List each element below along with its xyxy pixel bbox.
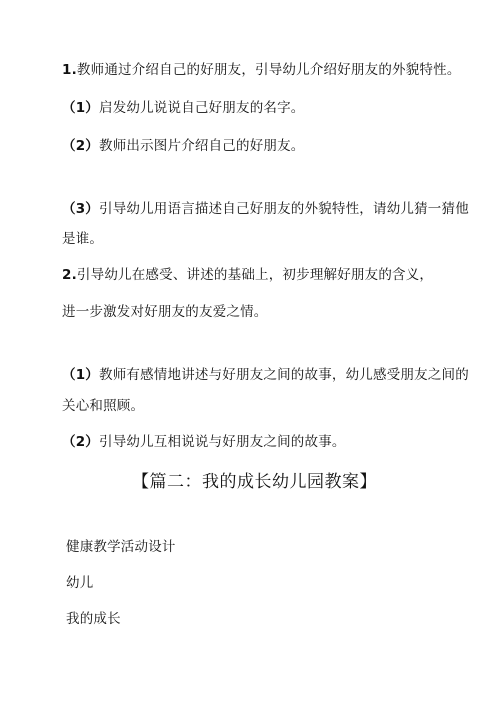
audience-line: 幼儿 [66, 575, 94, 591]
item-number: （1） [62, 367, 99, 383]
item-number: （2） [62, 434, 99, 450]
item-text: 引导幼儿互相说说与好朋友之间的故事。 [99, 434, 346, 450]
item-number: （3） [62, 201, 99, 217]
section2-item-2 [62, 433, 346, 451]
section2-heading-line2: 进一步激发对好朋友的友爱之情。 [62, 304, 268, 320]
section2-heading-text: 引导幼儿在感受、讲述的基础上，初步理解好朋友的含义， [76, 267, 434, 283]
section1-heading-text: 教师通过介绍自己的好朋友，引导幼儿介绍好朋友的外貌特性。 [76, 62, 461, 78]
section2-number: 2. [62, 267, 77, 283]
item-text: 教师出示图片介绍自己的好朋友。 [99, 138, 305, 154]
item-text: 启发幼儿说说自己好朋友的名字。 [99, 100, 305, 116]
section2-item-1 [62, 366, 469, 384]
section2-heading [62, 266, 433, 284]
section1-item-3 [62, 200, 469, 218]
item-text: 引导幼儿用语言描述自己好朋友的外貌特性，请幼儿猜一猜他 [99, 201, 469, 217]
section1-number: 1. [62, 62, 77, 78]
activity-design-line: 健康教学活动设计 [66, 539, 176, 555]
item-text: 教师有感情地讲述与好朋友之间的故事，幼儿感受朋友之间的 [99, 367, 469, 383]
lesson-name-line: 我的成长 [66, 611, 121, 627]
item-number: （1） [62, 100, 99, 116]
section2-item-1-continuation: 关心和照顾。 [62, 398, 145, 414]
part-title: 【篇二：我的成长幼儿园教案】 [132, 472, 377, 492]
section1-item-3-continuation: 是谁。 [62, 231, 104, 247]
section1-heading [62, 61, 461, 79]
section1-item-2 [62, 137, 305, 155]
item-number: （2） [62, 138, 99, 154]
section1-item-1 [62, 99, 305, 117]
